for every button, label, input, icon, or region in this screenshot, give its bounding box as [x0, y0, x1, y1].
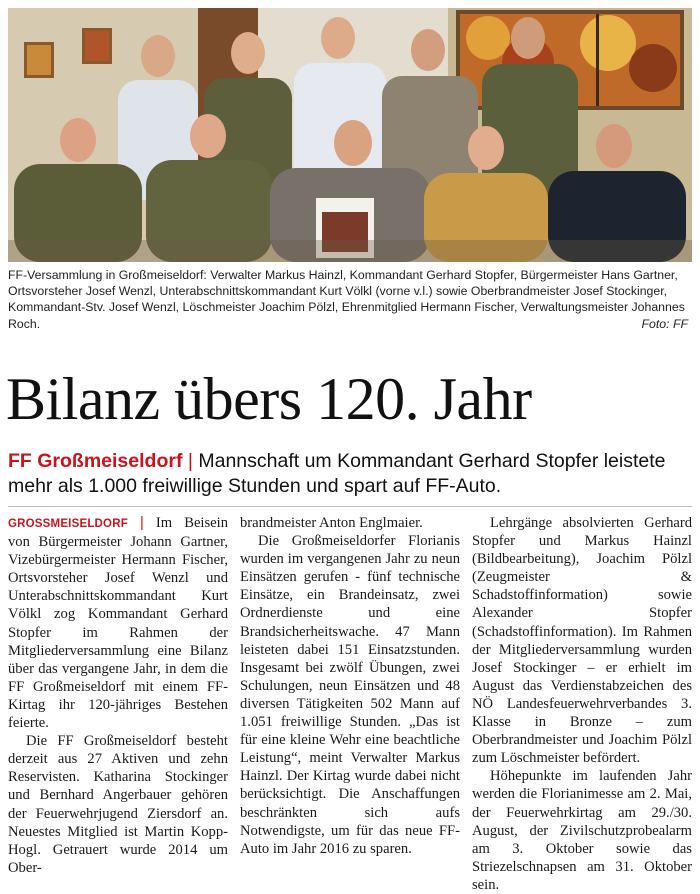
- dateline-separator: |: [140, 515, 144, 531]
- photo-caption: [8, 267, 688, 332]
- subhead-text: Mannschaft um Kommandant Gerhard Stopfer leistete mehr als 1.000 freiwillige Stunden und spart auf FF-Auto.: [8, 450, 666, 497]
- group-photo: [8, 8, 692, 262]
- paragraph-text: Im Beisein von Bürgermeister Johann Gartner, Vizebürgermeister Hermann Fischer, Ortsvorsteher Josef Wenzl und Unterabschnittskommandant Kurt Völkl zog Kommandant Gerhard Stopfer im Rahmen der Mitgliederversammlung eine Bilanz über das vergangene Jahr, in dem die FF Großmeiseldorf mit einem FF-Kirtag ihr 120-jähriges Bestehen feierte.: [8, 515, 228, 732]
- photo-credit: Foto: FF: [641, 316, 688, 331]
- paragraph: brandmeister Anton Englmaier.: [240, 515, 423, 531]
- article-subhead: [8, 449, 694, 499]
- group-photo-icon: [8, 8, 692, 262]
- paragraph: Die FF Großmeiseldorf besteht derzeit aus 27 Aktiven und zehn Reservisten. Katharina Stockinger und Bernhard Angerbauer gehören der Feuerwehrjugend Ziersdorf an. Neuestes Mitglied ist Martin Kopp-Hogl. Getrauert wurde 2014 um Ober-: [8, 733, 228, 876]
- article-column-2: [240, 514, 460, 858]
- article-column-1: [8, 514, 228, 877]
- article-column-3: [472, 514, 692, 894]
- paragraph: Höhepunkte im laufenden Jahr werden die Florianimesse am 2. Mai, der Feuerwehrkirtag am 29./30. August, der Zivilschutzprobealarm am 3. Oktober sowie das Striezelschnapsen am 31. Oktober sein.: [472, 768, 692, 893]
- divider: [8, 506, 692, 507]
- dateline: GROSSMEISELDORF: [8, 518, 128, 530]
- subhead-location: FF Großmeiseldorf: [8, 450, 183, 472]
- caption-text: FF-Versammlung in Großmeiseldorf: Verwalter Markus Hainzl, Kommandant Gerhard Stopfer, Bürgermeister Hans Gartner, Ortsvorsteher Josef Wenzl, Unterabschnittskommandant Kurt Völkl (vorne v.l.) sowie Oberbrandmeister Josef Stockinger, Kommandant-Stv. Josef Wenzl, Löschmeister Joachim Pölzl, Ehrenmitglied Hermann Fischer, Verwaltungsmeister Johannes Roch.: [8, 268, 685, 331]
- article-headline: Bilanz übers 120. Jahr: [6, 366, 532, 432]
- subhead-separator: |: [187, 450, 193, 472]
- paragraph: Lehrgänge absolvierten Gerhard Stopfer und Markus Hainzl (Bildbearbeitung), Joachim Pölzl (Zeugmeister & Schadstoffinformation) sowie Alexander Stopfer (Schadstoffinformation). Im Rahmen der Mitgliederversammlung wurden Josef Stockinger – er erhielt im August das Verdienstabzeichen des NÖ Landesfeuerwehrverbandes 3. Klasse in Bronze – zum Oberbrandmeister und Joachim Pölzl zum Löschmeister befördert.: [472, 515, 692, 767]
- paragraph: [8, 514, 228, 732]
- paragraph: Die Großmeiseldorfer Florianis wurden im vergangenen Jahr zu neun Einsätzen gerufen - fünf technische Einsätze, ein Brandeinsatz, zwei Ordnerdienste und eine Brandsicherheitswache. 47 Mann leisteten dabei 151 Einsatzstunden. Insgesamt bei zwölf Übungen, zwei Schulungen, neun Einsätzen und 48 diversen Tätigkeiten 502 Mann auf 1.051 freiwillige Stunden. „Das ist für eine kleine Wehr eine beachtliche Leistung“, meint Verwalter Markus Hainzl. Der Kirtag wurde dabei nicht berücksichtigt. Die Anschaffungen beschränkten sich aufs Notwendigste, um für das neue FF-Auto im Jahr 2016 zu sparen.: [240, 533, 460, 857]
